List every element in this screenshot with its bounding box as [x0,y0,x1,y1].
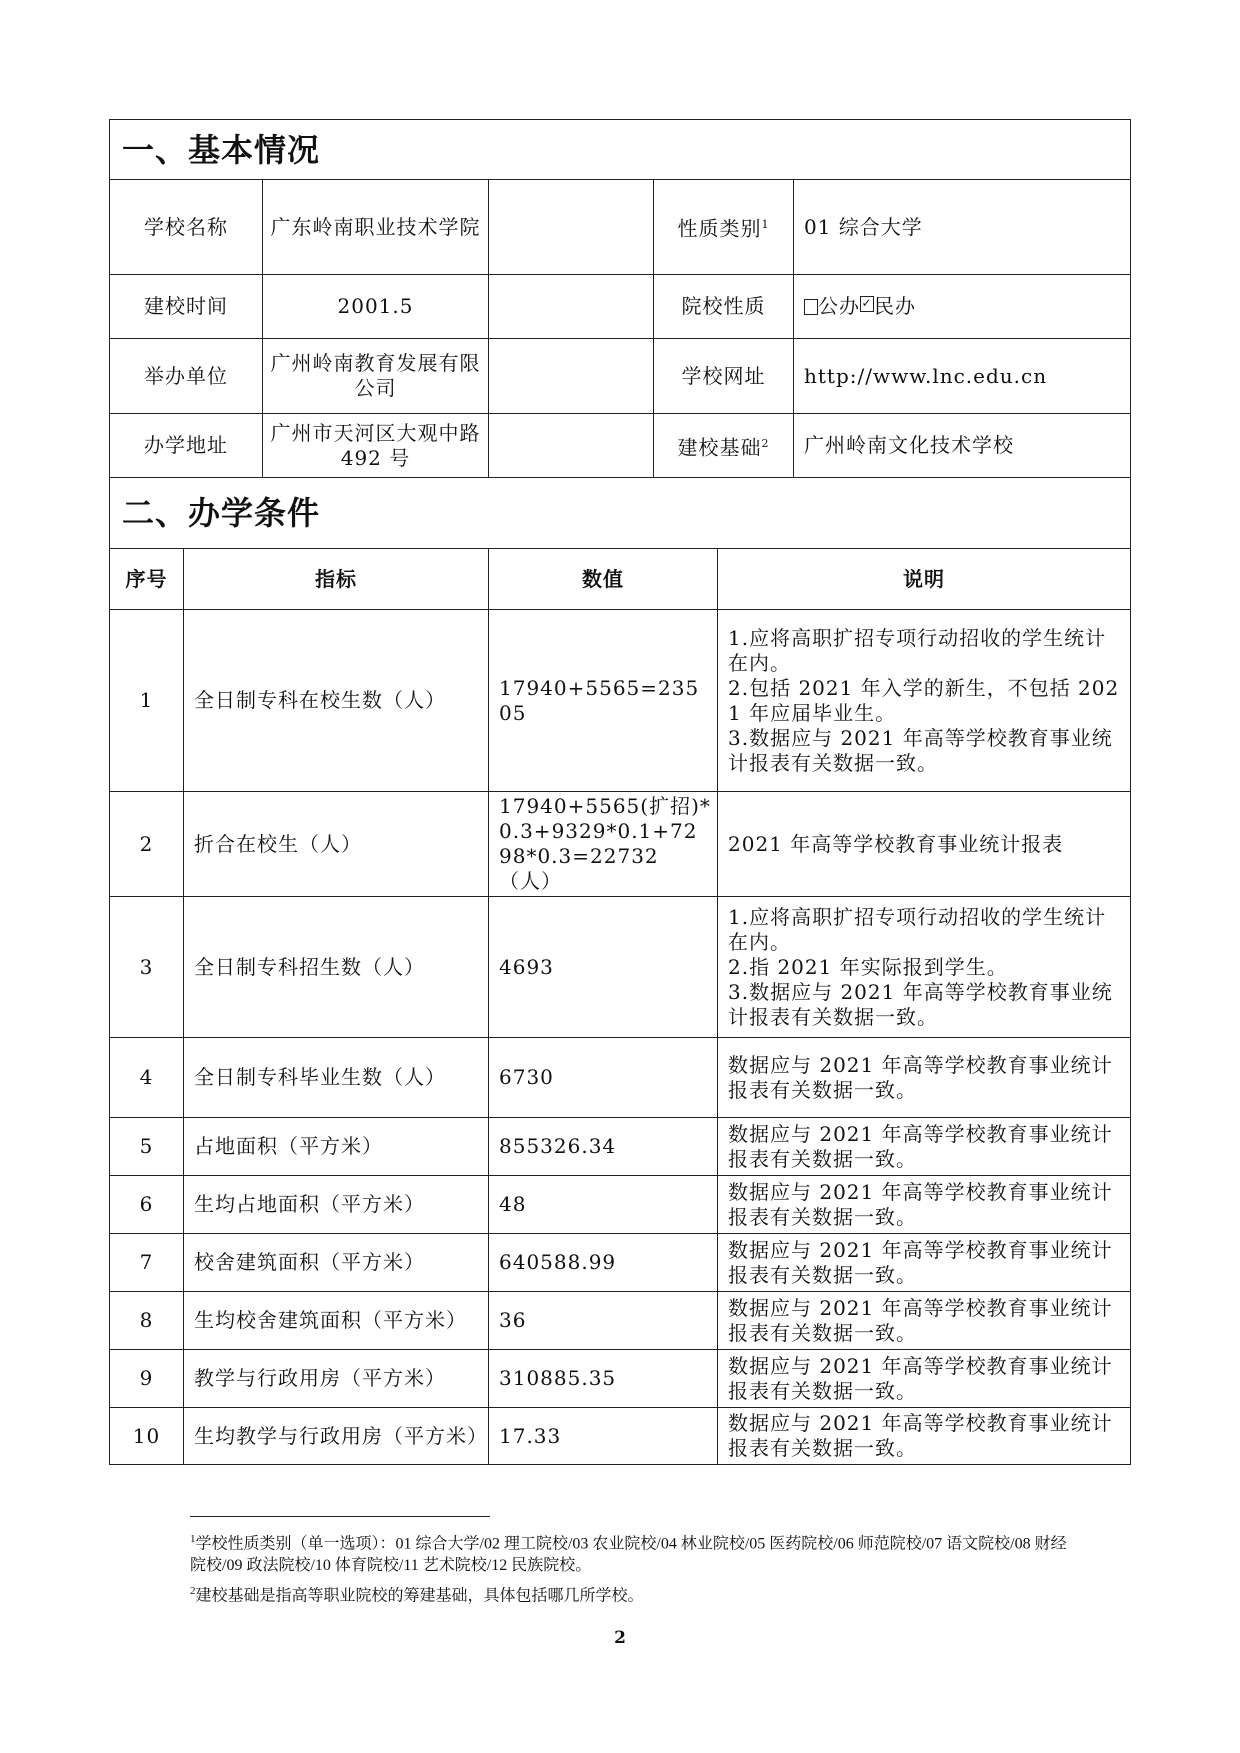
row-number: 4 [110,1038,184,1118]
row-note: 1.应将高职扩招专项行动招收的学生统计在内。 2.包括 2021 年入学的新生，不包括 2021 年应届毕业生。 3.数据应与 2021 年高等学校教育事业统计报表有关数据一致。 [718,610,1131,792]
school-name: 广东岭南职业技术学院 [263,180,489,275]
row-value: 48 [489,1176,718,1234]
page-number: 2 [614,1628,626,1648]
label-school-name: 学校名称 [110,180,263,275]
label-sponsor: 举办单位 [110,339,263,414]
row-item: 校舍建筑面积（平方米） [184,1234,489,1292]
footnote-divider [190,1516,490,1517]
table-row [110,792,1131,897]
row-item: 全日制专科招生数（人） [184,897,489,1038]
empty-cell [489,339,654,414]
basic-info-table [109,119,1131,478]
row-item: 生均校舍建筑面积（平方米） [184,1292,489,1350]
address-value: 广州市天河区大观中路 492 号 [263,414,489,478]
row-number: 6 [110,1176,184,1234]
row-item: 生均教学与行政用房（平方米） [184,1408,489,1465]
row-value: 17.33 [489,1408,718,1465]
label-type: 性质类别$^1$ [654,180,794,275]
public-checkbox[interactable] [804,299,818,315]
row-item: 教学与行政用房（平方米） [184,1350,489,1408]
type-value: 01 综合大学 [794,180,1131,275]
row-item: 占地面积（平方米） [184,1118,489,1176]
private-label: 民办 [874,294,916,318]
row-value: 6730 [489,1038,718,1118]
conditions-table [109,477,1131,1465]
label-founded: 建校时间 [110,275,263,339]
row-note: 数据应与 2021 年高等学校教育事业统计报表有关数据一致。 [718,1234,1131,1292]
row-number: 2 [110,792,184,897]
header-item: 指标 [184,549,489,610]
label-nature: 院校性质 [654,275,794,339]
row-number: 9 [110,1350,184,1408]
table-row [110,897,1131,1038]
row-number: 1 [110,610,184,792]
table-row [110,1118,1131,1176]
row-note: 1.应将高职扩招专项行动招收的学生统计在内。 2.指 2021 年实际报到学生。 3.数据应与 2021 年高等学校教育事业统计报表有关数据一致。 [718,897,1131,1038]
row-value: 855326.34 [489,1118,718,1176]
row-number: 8 [110,1292,184,1350]
footnote-1: $^1$学校性质类别（单一选项）：01 综合大学/02 理工院校/03 农业院校/04 林业院校/05 医药院校/06 师范院校/07 语文院校/08 财经院校/09 政法院校/10 体育院校/11 艺术院校/12 民族院校。 [190,1533,1067,1575]
table-row [110,1292,1131,1350]
empty-cell [489,275,654,339]
row-value: 17940+5565=23505 [489,610,718,792]
row-note: 2021 年高等学校教育事业统计报表 [718,792,1131,897]
label-address: 办学地址 [110,414,263,478]
footnote-2: $^2$建校基础是指高等职业院校的筹建基础，具体包括哪几所学校。 [190,1585,644,1605]
row-note: 数据应与 2021 年高等学校教育事业统计报表有关数据一致。 [718,1038,1131,1118]
row-note: 数据应与 2021 年高等学校教育事业统计报表有关数据一致。 [718,1350,1131,1408]
table-row [110,1038,1131,1118]
row-value: 17940+5565(扩招)*0.3+9329*0.1+7298*0.3=22732（人） [489,792,718,897]
public-label: 公办 [818,294,860,318]
table-row [110,1176,1131,1234]
header-note: 说明 [718,549,1131,610]
row-value: 310885.35 [489,1350,718,1408]
section-title-basic: 一、基本情况 [110,120,1131,180]
row-note: 数据应与 2021 年高等学校教育事业统计报表有关数据一致。 [718,1292,1131,1350]
founded-value: 2001.5 [263,275,489,339]
label-basis: 建校基础$^2$ [654,414,794,478]
label-website: 学校网址 [654,339,794,414]
row-item: 全日制专科在校生数（人） [184,610,489,792]
row-number: 5 [110,1118,184,1176]
nature-options [794,275,1131,339]
row-item: 折合在校生（人） [184,792,489,897]
row-note: 数据应与 2021 年高等学校教育事业统计报表有关数据一致。 [718,1408,1131,1465]
row-item: 全日制专科毕业生数（人） [184,1038,489,1118]
empty-cell [489,414,654,478]
website-value: http://www.lnc.edu.cn [794,339,1131,414]
table-row [110,1234,1131,1292]
private-checkbox[interactable]: ✓ [861,296,873,310]
row-value: 36 [489,1292,718,1350]
row-note: 数据应与 2021 年高等学校教育事业统计报表有关数据一致。 [718,1176,1131,1234]
table-row [110,610,1131,792]
header-no: 序号 [110,549,184,610]
empty-cell [489,180,654,275]
sponsor-value: 广州岭南教育发展有限公司 [263,339,489,414]
row-value: 640588.99 [489,1234,718,1292]
row-number: 7 [110,1234,184,1292]
header-value: 数值 [489,549,718,610]
table-row [110,1350,1131,1408]
row-number: 10 [110,1408,184,1465]
row-note: 数据应与 2021 年高等学校教育事业统计报表有关数据一致。 [718,1118,1131,1176]
row-item: 生均占地面积（平方米） [184,1176,489,1234]
section-title-conditions: 二、办学条件 [110,478,1131,549]
row-value: 4693 [489,897,718,1038]
table-row [110,1408,1131,1465]
row-number: 3 [110,897,184,1038]
basis-value: 广州岭南文化技术学校 [794,414,1131,478]
